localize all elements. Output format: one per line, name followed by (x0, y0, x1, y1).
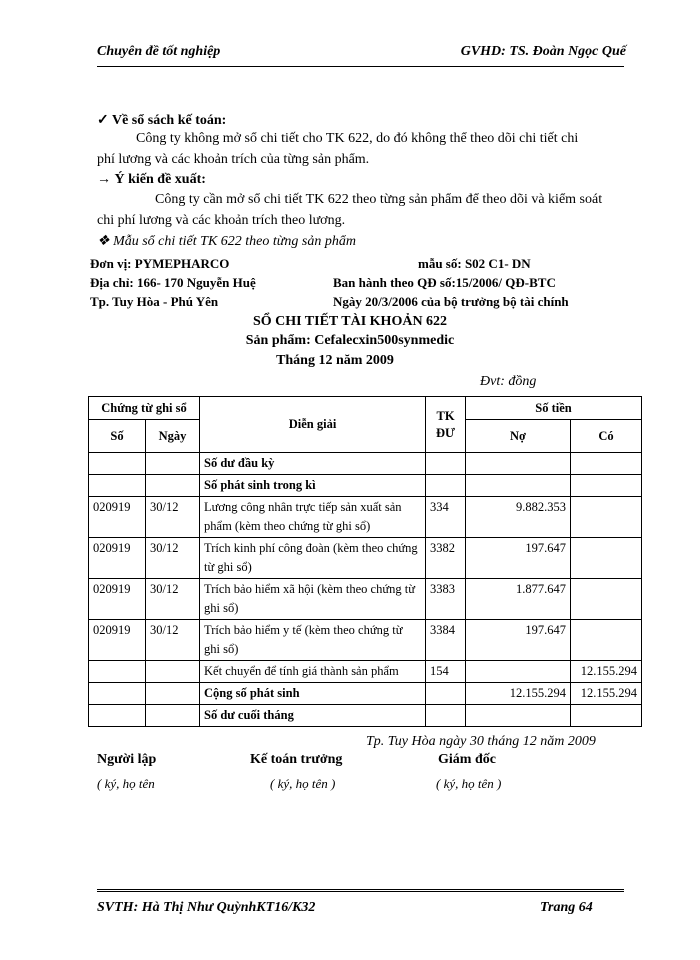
cell-voucher-no: 020919 (89, 579, 146, 620)
table-row (89, 497, 642, 538)
cell-account (426, 475, 466, 497)
cell-voucher-no: 020919 (89, 497, 146, 538)
sample-title (97, 233, 356, 250)
table-row (89, 453, 642, 475)
sample-title-text: Mẫu sổ chi tiết TK 622 theo từng sản phẩm (113, 234, 356, 249)
header-credit: Có (571, 420, 642, 453)
header-description: Diễn giải (200, 397, 426, 453)
cell-account: 3383 (426, 579, 466, 620)
cell-account (426, 705, 466, 727)
header-voucher-no: Số (89, 420, 146, 453)
footer-student: SVTH: Hà Thị Như QuỳnhKT16/K32 (97, 900, 316, 915)
cell-credit (571, 705, 642, 727)
place-date: Tp. Tuy Hòa ngày 30 tháng 12 năm 2009 (366, 734, 596, 749)
cell-voucher-no (89, 661, 146, 683)
ledger-body (89, 453, 642, 727)
cell-account (426, 683, 466, 705)
footer-rule (97, 889, 624, 892)
section-review-heading: Về sổ sách kế toán: (111, 113, 227, 128)
form-decision: Ban hành theo QĐ số:15/2006/ QĐ-BTC (333, 275, 556, 290)
table-row (89, 683, 642, 705)
header-voucher: Chứng từ ghi sổ (89, 397, 200, 420)
cell-voucher-date (146, 683, 200, 705)
cell-debit (466, 475, 571, 497)
cell-voucher-date: 30/12 (146, 579, 200, 620)
check-icon: ✓ (97, 113, 109, 128)
ledger-table (88, 396, 642, 727)
cell-credit: 12.155.294 (571, 683, 642, 705)
cell-debit (466, 453, 571, 475)
cell-voucher-date (146, 475, 200, 497)
section-proposal-line1: Công ty cần mở sổ chi tiết TK 622 theo từng sản phẩm để theo dõi và kiểm soát (155, 192, 603, 207)
cell-description: Trích bảo hiểm y tế (kèm theo chứng từ ghi sổ) (200, 620, 426, 661)
header-debit: Nợ (466, 420, 571, 453)
cell-voucher-no (89, 453, 146, 475)
cell-account: 3384 (426, 620, 466, 661)
cell-description: Kết chuyển để tính giá thành sản phẩm (200, 661, 426, 683)
cell-debit: 197.647 (466, 620, 571, 661)
cell-description: Số dư cuối tháng (200, 705, 426, 727)
form-address: Địa chỉ: 166- 170 Nguyễn Huệ (90, 275, 256, 290)
cell-credit (571, 453, 642, 475)
form-unit: Đơn vị: PYMEPHARCO (90, 256, 230, 271)
header-right: GVHD: TS. Đoàn Ngọc Quế (460, 44, 626, 59)
cell-voucher-date: 30/12 (146, 538, 200, 579)
cell-debit: 9.882.353 (466, 497, 571, 538)
form-decision-date: Ngày 20/3/2006 của bộ trưởng bộ tài chính (333, 294, 569, 309)
cell-credit (571, 475, 642, 497)
cell-voucher-date (146, 661, 200, 683)
cell-credit (571, 579, 642, 620)
table-row (89, 661, 642, 683)
director-note: ( ký, họ tên ) (436, 776, 502, 791)
cell-debit: 12.155.294 (466, 683, 571, 705)
accountant-note: ( ký, họ tên ) (270, 776, 336, 791)
table-row (89, 579, 642, 620)
cell-credit: 12.155.294 (571, 661, 642, 683)
cell-voucher-no (89, 683, 146, 705)
cell-voucher-no (89, 705, 146, 727)
arrow-right-icon: → (97, 172, 111, 187)
cell-debit: 197.647 (466, 538, 571, 579)
cell-debit (466, 705, 571, 727)
cell-account (426, 453, 466, 475)
section-proposal (97, 172, 206, 188)
cell-credit (571, 538, 642, 579)
preparer-label: Người lập (97, 752, 157, 767)
ledger-period: Tháng 12 năm 2009 (276, 353, 394, 368)
header-left: Chuyên đề tốt nghiệp (97, 44, 221, 59)
section-review (97, 112, 226, 129)
ledger-product: Sản phẩm: Cefalecxin500synmedic (245, 333, 455, 348)
cell-debit: 1.877.647 (466, 579, 571, 620)
cell-voucher-date: 30/12 (146, 620, 200, 661)
cell-description: Số dư đầu kỳ (200, 453, 426, 475)
cell-voucher-no: 020919 (89, 538, 146, 579)
cell-voucher-date (146, 705, 200, 727)
cell-voucher-date: 30/12 (146, 497, 200, 538)
section-review-line1: Công ty không mở sổ chi tiết cho TK 622, do đó không thể theo dõi chi tiết chi (136, 131, 579, 146)
cell-account: 334 (426, 497, 466, 538)
footer-page: Trang 64 (540, 900, 593, 915)
cell-credit (571, 620, 642, 661)
table-row (89, 620, 642, 661)
cell-voucher-no (89, 475, 146, 497)
cell-description: Lương công nhân trực tiếp sản xuất sản phẩm (kèm theo chứng từ ghi sổ) (200, 497, 426, 538)
currency-unit: Đvt: đồng (480, 374, 537, 389)
form-number: mẫu số: S02 C1- DN (418, 256, 531, 271)
cell-description: Trích bảo hiểm xã hội (kèm theo chứng từ ghi sổ) (200, 579, 426, 620)
accountant-label: Kế toán trưởng (250, 752, 343, 767)
cell-voucher-date (146, 453, 200, 475)
table-row (89, 475, 642, 497)
section-review-line2: phí lương và các khoản trích của từng sản phẩm. (97, 152, 370, 167)
director-label: Giám đốc (438, 752, 496, 767)
cell-account: 3382 (426, 538, 466, 579)
cell-description: Số phát sinh trong kì (200, 475, 426, 497)
cell-debit (466, 661, 571, 683)
header-amount: Số tiền (466, 397, 642, 420)
table-row (89, 538, 642, 579)
section-proposal-line2: chi phí lương và các khoản trích theo lương. (97, 213, 346, 228)
header-voucher-date: Ngày (146, 420, 200, 453)
cell-description: Cộng số phát sinh (200, 683, 426, 705)
ledger-title: SỔ CHI TIẾT TÀI KHOẢN 622 (252, 314, 448, 329)
header-rule (97, 66, 624, 67)
preparer-note: ( ký, họ tên (97, 776, 155, 791)
diamond-bullet-icon: ❖ (97, 234, 110, 249)
cell-voucher-no: 020919 (89, 620, 146, 661)
cell-account: 154 (426, 661, 466, 683)
cell-description: Trích kinh phí công đoàn (kèm theo chứng từ ghi sổ) (200, 538, 426, 579)
section-proposal-heading: Ý kiến đề xuất: (114, 172, 206, 187)
cell-credit (571, 497, 642, 538)
form-city: Tp. Tuy Hòa - Phú Yên (90, 294, 219, 309)
header-account: TK ĐƯ (426, 397, 466, 453)
table-row (89, 705, 642, 727)
